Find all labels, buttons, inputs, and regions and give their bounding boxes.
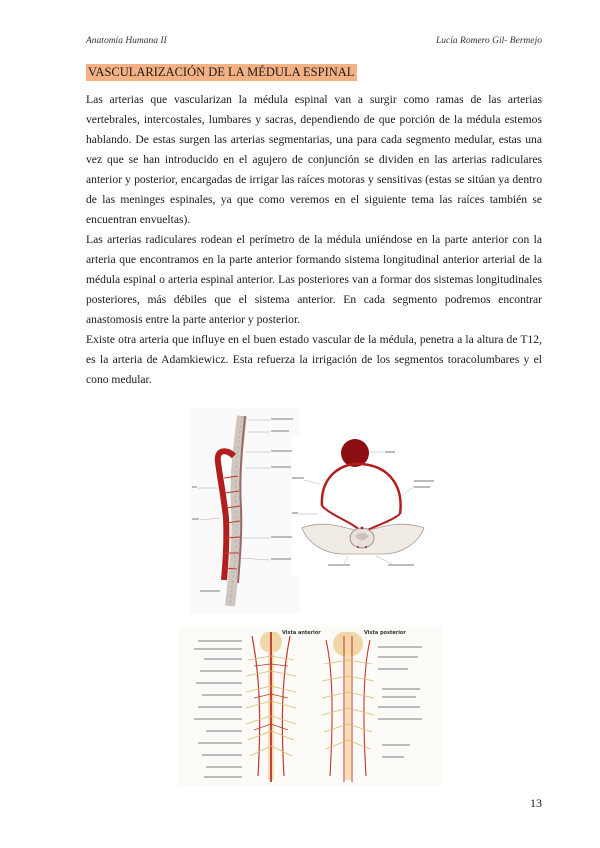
figure-sagittal-spine [190,408,300,613]
header-left: Anatomía Humana II [86,36,167,46]
paragraph-2: Las arterias radiculares rodean el perímetro de la médula uniéndose en la parte anterior con la arteria que encontramos en la parte anterior formando sistema longitudinal anterior arterial de la médula espinal o arteria espinal anterior. Las posteriores van a formar dos sistemas longitudinales posteriores, más débiles que el sistema anterior. En cada segmento podremos encontrar anastomosis entre la parte anterior y posterior. [86,233,542,326]
header-right: Lucía Romero Gil- Bermejo [436,36,542,46]
figure-anterior-posterior-views [178,626,442,786]
paragraph-1: Las arterias que vascularizan la médula espinal van a surgir como ramas de las arterias vertebrales, intercostales, lumbares y sacras, dependiendo de que porción de la médula estemos hablando. De estas surgen las arterias segmentarias, una para cada segmento medular, estas una vez que se han introducido en el agujero de conjunción se dividen en las arterias radiculares anterior y posterior, encargadas de irrigar las raíces motoras y sensitivas (estas se sitúan ya dentro de las meninges espinales, ya que como veremos en el siguiente tema las raíces también se encuentran envueltas). [86,93,542,226]
page-number: 13 [530,796,542,810]
figure-cross-section [292,436,442,576]
paragraph-3: Existe otra arteria que influye en el buen estado vascular de la médula, penetra a la altura de T12, es la arteria de Adamkiewicz. Esta refuerza la irrigación de los segmentos toracolumbares y el cono medular. [86,333,542,386]
section-title: VASCULARIZACIÓN DE LA MÉDULA ESPINAL [86,64,357,81]
posterior-view-heading: Vista posterior [364,630,406,636]
anterior-view-heading: Vista anterior [282,630,321,636]
